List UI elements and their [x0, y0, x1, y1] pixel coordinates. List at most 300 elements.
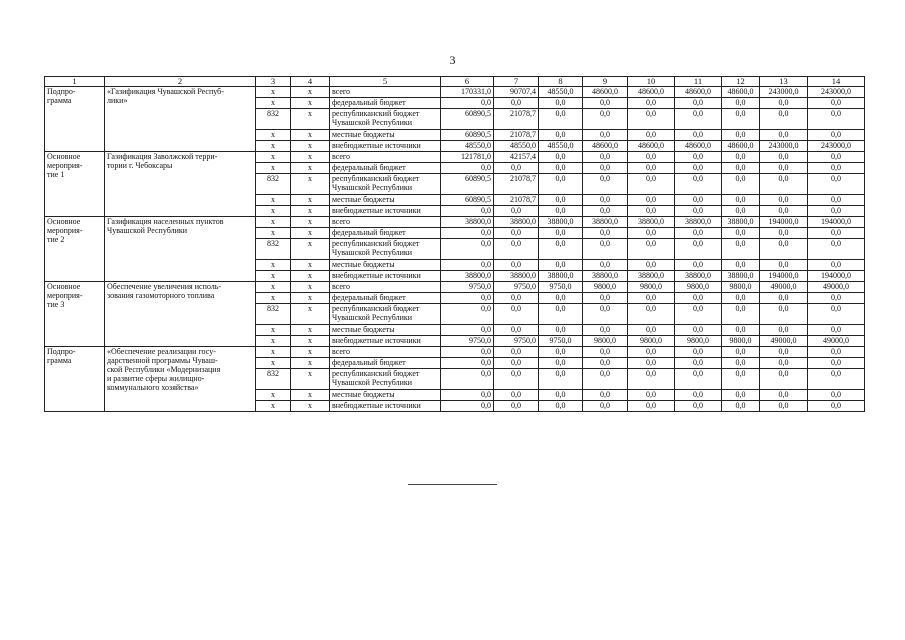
code-cell: х	[291, 260, 330, 271]
amount-cell: 243000,0	[760, 141, 808, 152]
amount-cell: 0,0	[760, 260, 808, 271]
amount-cell: 0,0	[628, 228, 675, 239]
amount-cell: 0,0	[628, 401, 675, 412]
amount-cell: 38800,0	[494, 217, 539, 228]
amount-cell: 0,0	[808, 347, 865, 358]
amount-cell: 9800,0	[628, 336, 675, 347]
code-cell: х	[291, 206, 330, 217]
column-number-header: 12	[722, 77, 760, 87]
amount-cell: 0,0	[539, 98, 583, 109]
column-number-header: 5	[330, 77, 441, 87]
amount-cell: 0,0	[539, 347, 583, 358]
amount-cell: 0,0	[760, 109, 808, 130]
amount-cell: 0,0	[494, 325, 539, 336]
amount-cell: 0,0	[760, 401, 808, 412]
amount-cell: 0,0	[539, 163, 583, 174]
amount-cell: 0,0	[722, 174, 760, 195]
code-cell: 832	[256, 304, 291, 325]
column-number-header: 1	[45, 77, 105, 87]
funding-source-cell: всего	[330, 217, 441, 228]
column-number-header: 7	[494, 77, 539, 87]
code-cell: х	[291, 390, 330, 401]
column-number-header: 2	[105, 77, 256, 87]
amount-cell: 0,0	[539, 109, 583, 130]
amount-cell: 0,0	[494, 98, 539, 109]
code-cell: х	[256, 130, 291, 141]
code-cell: х	[291, 87, 330, 98]
amount-cell: 0,0	[760, 228, 808, 239]
funding-source-cell: местные бюджеты	[330, 390, 441, 401]
amount-cell: 0,0	[808, 369, 865, 390]
amount-cell: 0,0	[675, 325, 722, 336]
funding-source-cell: всего	[330, 152, 441, 163]
amount-cell: 48600,0	[628, 141, 675, 152]
amount-cell: 0,0	[722, 163, 760, 174]
amount-cell: 0,0	[760, 152, 808, 163]
amount-cell: 0,0	[722, 228, 760, 239]
amount-cell: 0,0	[628, 174, 675, 195]
amount-cell: 0,0	[441, 369, 494, 390]
amount-cell: 9750,0	[494, 336, 539, 347]
code-cell: х	[256, 325, 291, 336]
amount-cell: 0,0	[494, 206, 539, 217]
code-cell: х	[291, 336, 330, 347]
amount-cell: 9800,0	[675, 282, 722, 293]
code-cell: х	[256, 260, 291, 271]
amount-cell: 38800,0	[539, 271, 583, 282]
amount-cell: 60890,5	[441, 195, 494, 206]
code-cell: х	[256, 271, 291, 282]
amount-cell: 0,0	[675, 293, 722, 304]
amount-cell: 0,0	[628, 206, 675, 217]
program-type-cell: Подпро- грамма	[45, 87, 105, 152]
amount-cell: 0,0	[539, 293, 583, 304]
amount-cell: 0,0	[494, 390, 539, 401]
code-cell: х	[291, 325, 330, 336]
amount-cell: 0,0	[760, 293, 808, 304]
amount-cell: 48550,0	[441, 141, 494, 152]
amount-cell: 0,0	[494, 369, 539, 390]
column-number-header: 4	[291, 77, 330, 87]
amount-cell: 194000,0	[760, 217, 808, 228]
amount-cell: 0,0	[441, 304, 494, 325]
code-cell: х	[291, 304, 330, 325]
amount-cell: 0,0	[583, 195, 628, 206]
amount-cell: 0,0	[583, 163, 628, 174]
amount-cell: 0,0	[583, 206, 628, 217]
amount-cell: 0,0	[494, 293, 539, 304]
amount-cell: 38800,0	[722, 271, 760, 282]
code-cell: 832	[256, 239, 291, 260]
amount-cell: 38800,0	[539, 217, 583, 228]
amount-cell: 49000,0	[760, 282, 808, 293]
amount-cell: 0,0	[722, 358, 760, 369]
amount-cell: 0,0	[722, 152, 760, 163]
amount-cell: 0,0	[539, 304, 583, 325]
amount-cell: 0,0	[494, 358, 539, 369]
amount-cell: 0,0	[760, 195, 808, 206]
amount-cell: 38800,0	[628, 271, 675, 282]
amount-cell: 0,0	[760, 358, 808, 369]
amount-cell: 243000,0	[808, 141, 865, 152]
funding-source-cell: федеральный бюджет	[330, 293, 441, 304]
code-cell: х	[256, 98, 291, 109]
amount-cell: 0,0	[675, 390, 722, 401]
amount-cell: 0,0	[583, 174, 628, 195]
code-cell: х	[291, 174, 330, 195]
amount-cell: 0,0	[722, 325, 760, 336]
amount-cell: 9800,0	[628, 282, 675, 293]
amount-cell: 0,0	[722, 130, 760, 141]
header-row	[45, 77, 865, 87]
amount-cell: 194000,0	[808, 217, 865, 228]
program-title-cell: «Газификация Чувашской Респуб- лики»	[105, 87, 256, 152]
code-cell: х	[291, 271, 330, 282]
amount-cell: 0,0	[722, 109, 760, 130]
amount-cell: 9750,0	[441, 282, 494, 293]
amount-cell: 49000,0	[808, 282, 865, 293]
table-body	[45, 77, 865, 412]
amount-cell: 48600,0	[583, 141, 628, 152]
amount-cell: 0,0	[628, 325, 675, 336]
amount-cell: 0,0	[539, 325, 583, 336]
amount-cell: 0,0	[628, 163, 675, 174]
amount-cell: 0,0	[675, 174, 722, 195]
amount-cell: 0,0	[675, 358, 722, 369]
funding-source-cell: внебюджетные источники	[330, 336, 441, 347]
amount-cell: 0,0	[628, 195, 675, 206]
amount-cell: 21078,7	[494, 195, 539, 206]
amount-cell: 243000,0	[808, 87, 865, 98]
amount-cell: 0,0	[539, 206, 583, 217]
amount-cell: 0,0	[628, 239, 675, 260]
code-cell: х	[291, 130, 330, 141]
column-number-header: 10	[628, 77, 675, 87]
amount-cell: 0,0	[808, 293, 865, 304]
amount-cell: 21078,7	[494, 174, 539, 195]
amount-cell: 0,0	[441, 401, 494, 412]
amount-cell: 60890,5	[441, 109, 494, 130]
amount-cell: 0,0	[494, 304, 539, 325]
funding-source-cell: внебюджетные источники	[330, 271, 441, 282]
column-number-header: 3	[256, 77, 291, 87]
amount-cell: 0,0	[722, 401, 760, 412]
amount-cell: 0,0	[722, 347, 760, 358]
amount-cell: 0,0	[760, 130, 808, 141]
funding-source-cell: федеральный бюджет	[330, 163, 441, 174]
amount-cell: 0,0	[441, 390, 494, 401]
amount-cell: 38800,0	[583, 271, 628, 282]
funding-source-cell: республиканский бюджет Чувашской Республики	[330, 304, 441, 325]
amount-cell: 48600,0	[675, 141, 722, 152]
amount-cell: 38800,0	[675, 271, 722, 282]
amount-cell: 0,0	[808, 195, 865, 206]
amount-cell: 9800,0	[583, 282, 628, 293]
amount-cell: 0,0	[628, 390, 675, 401]
funding-source-cell: республиканский бюджет Чувашской Республики	[330, 239, 441, 260]
code-cell: 832	[256, 109, 291, 130]
column-number-header: 9	[583, 77, 628, 87]
code-cell: х	[291, 239, 330, 260]
amount-cell: 0,0	[722, 239, 760, 260]
amount-cell: 0,0	[808, 228, 865, 239]
program-type-cell: Подпро- грамма	[45, 347, 105, 412]
funding-source-cell: внебюджетные источники	[330, 401, 441, 412]
code-cell: х	[291, 195, 330, 206]
amount-cell: 90707,4	[494, 87, 539, 98]
code-cell: х	[291, 347, 330, 358]
amount-cell: 60890,5	[441, 174, 494, 195]
code-cell: х	[256, 206, 291, 217]
amount-cell: 0,0	[494, 401, 539, 412]
amount-cell: 0,0	[808, 109, 865, 130]
code-cell: х	[256, 228, 291, 239]
amount-cell: 0,0	[808, 401, 865, 412]
amount-cell: 0,0	[539, 369, 583, 390]
funding-source-cell: внебюджетные источники	[330, 206, 441, 217]
amount-cell: 48600,0	[583, 87, 628, 98]
amount-cell: 0,0	[722, 369, 760, 390]
amount-cell: 0,0	[441, 260, 494, 271]
amount-cell: 0,0	[494, 347, 539, 358]
amount-cell: 0,0	[539, 358, 583, 369]
table-row	[45, 152, 865, 163]
amount-cell: 9750,0	[441, 336, 494, 347]
column-number-header: 13	[760, 77, 808, 87]
amount-cell: 48600,0	[628, 87, 675, 98]
amount-cell: 0,0	[760, 347, 808, 358]
amount-cell: 0,0	[808, 390, 865, 401]
code-cell: х	[291, 293, 330, 304]
amount-cell: 0,0	[808, 260, 865, 271]
funding-source-cell: всего	[330, 347, 441, 358]
amount-cell: 0,0	[760, 390, 808, 401]
amount-cell: 0,0	[722, 304, 760, 325]
amount-cell: 0,0	[628, 358, 675, 369]
code-cell: х	[256, 141, 291, 152]
amount-cell: 0,0	[583, 98, 628, 109]
footer-separator	[408, 484, 497, 485]
amount-cell: 0,0	[808, 304, 865, 325]
amount-cell: 0,0	[539, 260, 583, 271]
amount-cell: 21078,7	[494, 109, 539, 130]
funding-source-cell: республиканский бюджет Чувашской Республики	[330, 174, 441, 195]
amount-cell: 0,0	[675, 152, 722, 163]
table-row	[45, 87, 865, 98]
column-number-header: 14	[808, 77, 865, 87]
amount-cell: 0,0	[722, 390, 760, 401]
table-row	[45, 282, 865, 293]
funding-source-cell: республиканский бюджет Чувашской Республики	[330, 369, 441, 390]
amount-cell: 0,0	[722, 260, 760, 271]
amount-cell: 0,0	[583, 369, 628, 390]
amount-cell: 0,0	[675, 401, 722, 412]
amount-cell: 38800,0	[722, 217, 760, 228]
amount-cell: 0,0	[808, 174, 865, 195]
amount-cell: 49000,0	[808, 336, 865, 347]
amount-cell: 0,0	[539, 239, 583, 260]
amount-cell: 0,0	[808, 325, 865, 336]
amount-cell: 0,0	[441, 206, 494, 217]
amount-cell: 0,0	[760, 163, 808, 174]
code-cell: х	[256, 336, 291, 347]
amount-cell: 38800,0	[583, 217, 628, 228]
amount-cell: 0,0	[539, 195, 583, 206]
amount-cell: 0,0	[808, 163, 865, 174]
amount-cell: 38800,0	[494, 271, 539, 282]
code-cell: х	[256, 217, 291, 228]
code-cell: 832	[256, 174, 291, 195]
amount-cell: 0,0	[441, 239, 494, 260]
funding-source-cell: местные бюджеты	[330, 325, 441, 336]
amount-cell: 0,0	[808, 130, 865, 141]
funding-source-cell: всего	[330, 87, 441, 98]
code-cell: х	[291, 98, 330, 109]
amount-cell: 121781,0	[441, 152, 494, 163]
amount-cell: 0,0	[494, 260, 539, 271]
code-cell: х	[291, 228, 330, 239]
amount-cell: 48550,0	[539, 141, 583, 152]
amount-cell: 0,0	[583, 228, 628, 239]
amount-cell: 0,0	[583, 130, 628, 141]
code-cell: х	[256, 195, 291, 206]
code-cell: х	[256, 347, 291, 358]
amount-cell: 42157,4	[494, 152, 539, 163]
column-number-header: 6	[441, 77, 494, 87]
amount-cell: 0,0	[808, 206, 865, 217]
amount-cell: 0,0	[628, 109, 675, 130]
funding-source-cell: федеральный бюджет	[330, 358, 441, 369]
amount-cell: 0,0	[808, 239, 865, 260]
amount-cell: 0,0	[441, 325, 494, 336]
amount-cell: 0,0	[494, 239, 539, 260]
code-cell: х	[291, 282, 330, 293]
column-number-header: 8	[539, 77, 583, 87]
amount-cell: 49000,0	[760, 336, 808, 347]
amount-cell: 38800,0	[441, 271, 494, 282]
amount-cell: 0,0	[441, 228, 494, 239]
amount-cell: 9750,0	[539, 336, 583, 347]
funding-source-cell: внебюджетные источники	[330, 141, 441, 152]
program-title-cell: Газификация населенных пунктов Чувашской Республики	[105, 217, 256, 282]
code-cell: х	[256, 163, 291, 174]
amount-cell: 60890,5	[441, 130, 494, 141]
amount-cell: 0,0	[583, 239, 628, 260]
budget-table	[44, 76, 865, 412]
amount-cell: 0,0	[628, 98, 675, 109]
amount-cell: 0,0	[760, 325, 808, 336]
amount-cell: 0,0	[441, 98, 494, 109]
amount-cell: 9750,0	[539, 282, 583, 293]
amount-cell: 0,0	[583, 325, 628, 336]
amount-cell: 0,0	[722, 293, 760, 304]
amount-cell: 0,0	[539, 228, 583, 239]
amount-cell: 0,0	[675, 130, 722, 141]
amount-cell: 0,0	[628, 304, 675, 325]
amount-cell: 0,0	[760, 304, 808, 325]
amount-cell: 0,0	[441, 293, 494, 304]
funding-source-cell: федеральный бюджет	[330, 228, 441, 239]
page-number: 3	[449, 53, 456, 67]
amount-cell: 0,0	[583, 152, 628, 163]
amount-cell: 0,0	[583, 347, 628, 358]
amount-cell: 0,0	[808, 358, 865, 369]
amount-cell: 0,0	[808, 98, 865, 109]
amount-cell: 0,0	[675, 206, 722, 217]
amount-cell: 0,0	[760, 206, 808, 217]
table-row	[45, 217, 865, 228]
program-title-cell: «Обеспечение реализации госу- дарственной программы Чуваш- ской Республики «Модернизация и развитие сферы жилищно- коммунального хозяйства»	[105, 347, 256, 412]
table-row	[45, 347, 865, 358]
code-cell: х	[291, 217, 330, 228]
amount-cell: 48600,0	[722, 87, 760, 98]
amount-cell: 0,0	[441, 358, 494, 369]
amount-cell: 0,0	[628, 369, 675, 390]
amount-cell: 0,0	[675, 369, 722, 390]
amount-cell: 0,0	[583, 358, 628, 369]
amount-cell: 0,0	[760, 98, 808, 109]
amount-cell: 0,0	[441, 163, 494, 174]
code-cell: х	[291, 109, 330, 130]
amount-cell: 0,0	[583, 390, 628, 401]
amount-cell: 0,0	[760, 174, 808, 195]
amount-cell: 0,0	[675, 347, 722, 358]
amount-cell: 0,0	[539, 401, 583, 412]
amount-cell: 0,0	[583, 260, 628, 271]
column-number-header: 11	[675, 77, 722, 87]
amount-cell: 0,0	[628, 260, 675, 271]
amount-cell: 0,0	[675, 228, 722, 239]
code-cell: х	[256, 401, 291, 412]
amount-cell: 38800,0	[675, 217, 722, 228]
amount-cell: 0,0	[808, 152, 865, 163]
amount-cell: 9800,0	[722, 336, 760, 347]
amount-cell: 0,0	[494, 163, 539, 174]
amount-cell: 0,0	[722, 98, 760, 109]
code-cell: 832	[256, 369, 291, 390]
amount-cell: 0,0	[539, 152, 583, 163]
amount-cell: 38800,0	[441, 217, 494, 228]
funding-source-cell: федеральный бюджет	[330, 98, 441, 109]
amount-cell: 0,0	[583, 293, 628, 304]
program-type-cell: Основное мероприя- тие 1	[45, 152, 105, 217]
amount-cell: 0,0	[583, 304, 628, 325]
amount-cell: 0,0	[675, 239, 722, 260]
code-cell: х	[256, 87, 291, 98]
amount-cell: 0,0	[628, 347, 675, 358]
program-title-cell: Обеспечение увеличения исполь- зования газомоторного топлива	[105, 282, 256, 347]
amount-cell: 0,0	[760, 239, 808, 260]
amount-cell: 194000,0	[808, 271, 865, 282]
amount-cell: 9750,0	[494, 282, 539, 293]
amount-cell: 48550,0	[494, 141, 539, 152]
amount-cell: 9800,0	[722, 282, 760, 293]
code-cell: х	[256, 293, 291, 304]
amount-cell: 0,0	[539, 174, 583, 195]
amount-cell: 48550,0	[539, 87, 583, 98]
code-cell: х	[291, 369, 330, 390]
amount-cell: 0,0	[675, 304, 722, 325]
code-cell: х	[256, 390, 291, 401]
amount-cell: 0,0	[539, 390, 583, 401]
amount-cell: 0,0	[441, 347, 494, 358]
amount-cell: 170331,0	[441, 87, 494, 98]
amount-cell: 0,0	[628, 293, 675, 304]
program-type-cell: Основное мероприя- тие 2	[45, 217, 105, 282]
amount-cell: 0,0	[494, 228, 539, 239]
code-cell: х	[256, 152, 291, 163]
amount-cell: 38800,0	[628, 217, 675, 228]
